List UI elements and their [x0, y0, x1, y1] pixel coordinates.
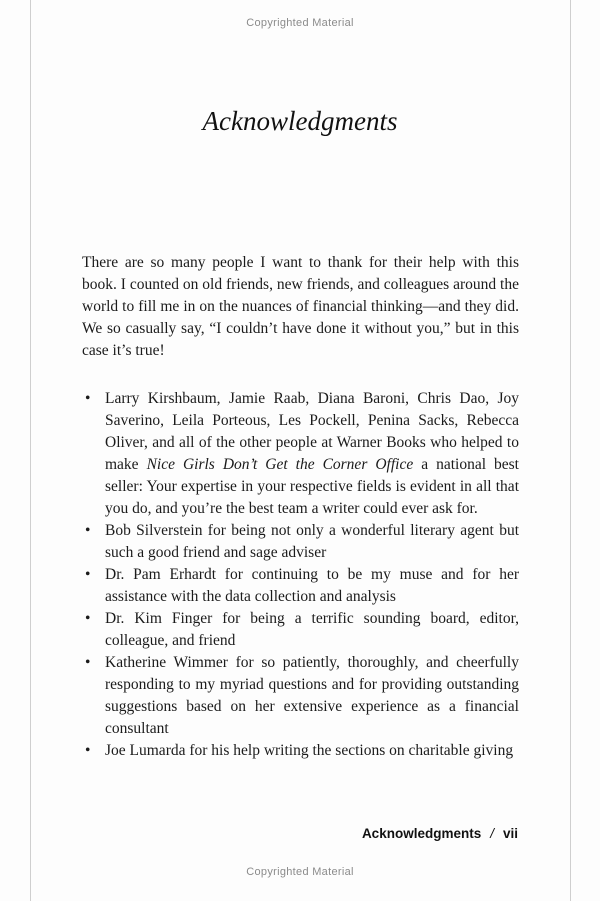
list-item	[82, 608, 519, 652]
list-item-text: a national best seller: Your expertise in your respective fields is evident in all that you do, and you’re the best team a writer could ever ask for.	[105, 456, 519, 517]
copyright-notice-top: Copyrighted Material	[246, 17, 354, 29]
intro-paragraph: There are so many people I want to thank for their help with this book. I counted on old friends, new friends, and colleagues around the world to fill me in on the nuances of financial thinking—and they did. We so casually say, “I couldn’t have done it without you,” but in this case it’s true!	[82, 254, 519, 359]
list-item-text: Joe Lumarda for his help writing the sections on charitable giving	[105, 742, 514, 759]
list-item-text: Larry Kirshbaum, Jamie Raab, Diana Baroni, Chris Dao, Joy Saverino, Leila Porteous, Les Pockell, Penina Sacks, Rebecca Oliver, and all of the other people at Warner Books who helped to make	[105, 390, 519, 473]
footer-separator: /	[490, 826, 494, 841]
footer-page-number: vii	[502, 826, 518, 841]
list-item	[82, 652, 519, 740]
bullet-icon: •	[85, 522, 91, 539]
acknowledgments-list	[82, 388, 519, 762]
list-item	[82, 740, 519, 762]
footer-chapter-label: Acknowledgments	[361, 826, 482, 841]
list-item	[82, 388, 519, 520]
bullet-icon: •	[85, 566, 91, 583]
bullet-icon: •	[85, 390, 91, 407]
list-item-text: Dr. Kim Finger for being a terrific sounding board, editor, colleague, and friend	[105, 610, 519, 649]
bullet-icon: •	[85, 654, 91, 671]
list-item-text: Katherine Wimmer for so patiently, thoroughly, and cheerfully responding to my myriad questions and for providing outstanding suggestions based on her extensive experience as a financial consultant	[105, 654, 519, 737]
bullet-icon: •	[85, 742, 91, 759]
chapter-title: Acknowledgments	[202, 106, 398, 136]
page-footer	[362, 826, 518, 841]
bullet-icon: •	[85, 610, 91, 627]
list-item	[82, 520, 519, 564]
list-item-text: Dr. Pam Erhardt for continuing to be my muse and for her assistance with the data collection and analysis	[105, 566, 519, 605]
list-item-text: Bob Silverstein for being not only a wonderful literary agent but such a good friend and sage adviser	[105, 522, 519, 561]
page-content	[82, 252, 519, 762]
list-item	[82, 564, 519, 608]
copyright-notice-bottom: Copyrighted Material	[246, 866, 354, 878]
book-title-italic: Nice Girls Don’t Get the Corner Office	[146, 456, 414, 473]
